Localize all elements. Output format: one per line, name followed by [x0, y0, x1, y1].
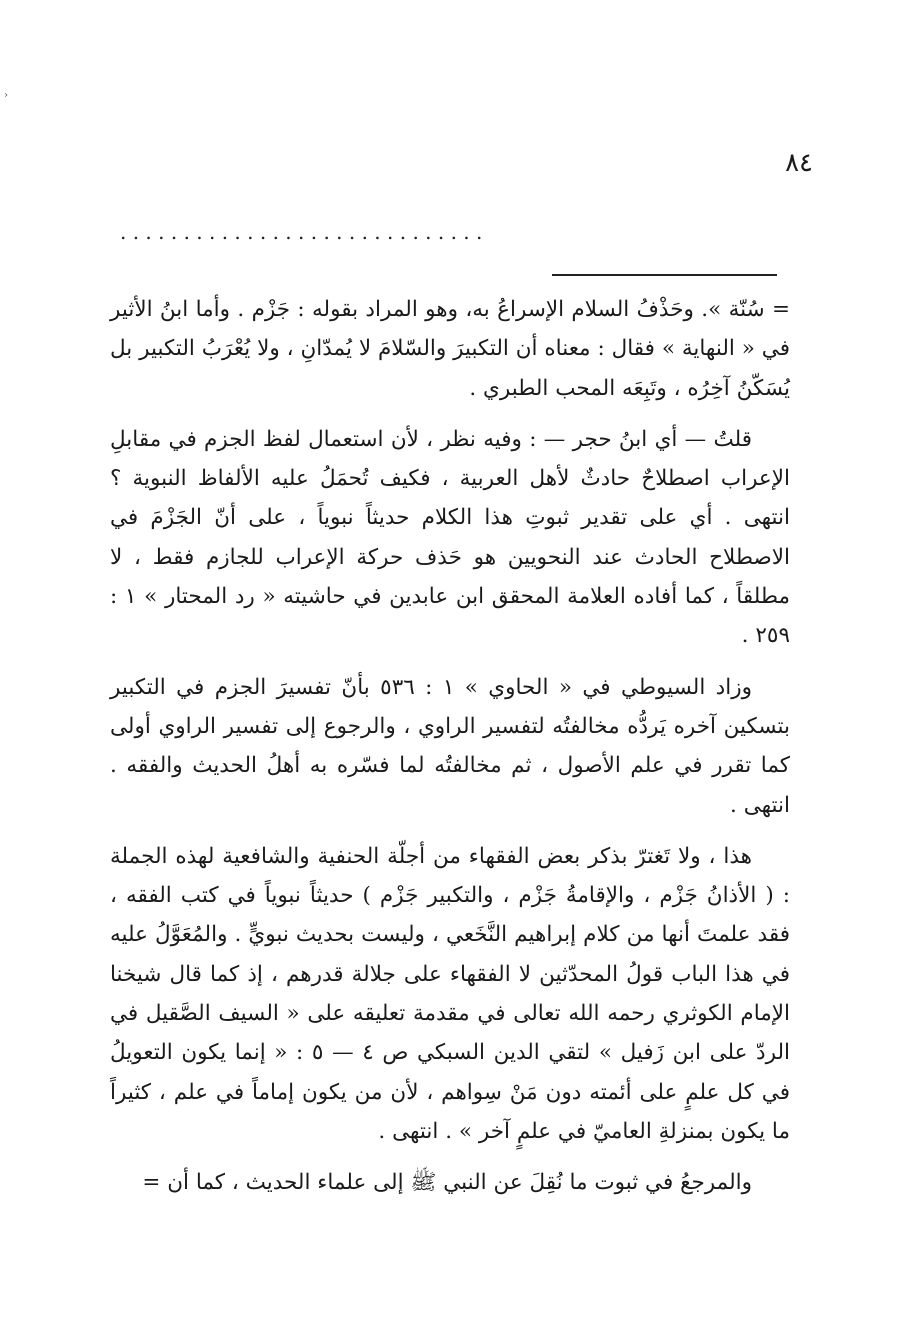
body-text: [110, 290, 790, 1215]
footnote-rule: [552, 274, 777, 276]
page-number: ٨٤: [785, 148, 813, 178]
dotted-separator: . . . . . . . . . . . . . . . . . . . . . . . . . . . . .: [120, 220, 483, 244]
paragraph-3: وزاد السيوطي في « الحاوي » ١ : ٥٣٦ بأنّ تفسيرَ الجزم في التكبير بتسكين آخره يَردُّه مخالفتُه لتفسير الراوي ، والرجوع إلى تفسير الراوي أولى كما تقرر في علم الأصول ، ثم مخالفتُه لما فسّره به أهلُ الحديث والفقه . انتهى .: [110, 674, 790, 818]
paragraph-5: والمرجعُ في ثبوت ما نُقِلَ عن النبي ﷺ إلى علماء الحديث ، كما أن =: [142, 1170, 752, 1196]
paragraph-4: هذا ، ولا تَغترّ بذكر بعض الفقهاء من أجلّة الحنفية والشافعية لهذه الجملة : ( الأذانُ جَزْم ، والإقامةُ جَزْم ، والتكبير جَزْم ) حديثاً نبوياً في كتب الفقه ، فقد علمتَ أنها من كلام إبراهيم النَّخَعي ، وليست بحديث نبويٍّ . والمُعَوَّلُ عليه في هذا الباب قولُ المحدّثين لا الفقهاء على جلالة قدرهم ، إذ كما قال شيخنا الإمام الكوثري رحمه الله تعالى في مقدمة تعليقه على « السيف الصَّقيل في الردّ على ابن زَفيل » لتقي الدين السبكي ص ٤ — ٥ : « إنما يكون التعويلُ في كل علمٍ على أئمته دون مَنْ سِواهم ، لأن من يكون إماماً في علم ، كثيراً ما يكون بمنزلةِ العاميّ في علمٍ آخر » . انتهى .: [110, 843, 791, 1144]
paragraph-2: قلتُ — أي ابنُ حجر — : وفيه نظر ، لأن استعمال لفظ الجزم في مقابلِ الإعراب اصطلاحٌ حادثٌ لأهل العربية ، فكيف تُحمَلُ عليه الألفاظ النبوية ؟ انتهى . أي على تقدير ثبوتِ هذا الكلام حديثاً نبوياً ، على أنّ الجَزْمَ في الاصطلاح الحادث عند النحويين هو حَذف حركة الإعراب للجازم فقط ، لا مطلقاً ، كما أفاده العلامة المحقق ابن عابدين في حاشيته « رد المحتار » ١ : ٢٥٩ .: [110, 426, 790, 649]
margin-mark: ›: [4, 90, 8, 101]
paragraph-1: = سُنّة ». وحَذْفُ السلام الإسراعُ به، وهو المراد بقوله : جَزْم . وأما ابنُ الأثير في « النهاية » فقال : معناه أن التكبيرَ والسّلامَ لا يُمدّانِ ، ولا يُعْرَبُ التكبير بل يُسَكّنُ آخِرُه ، وتَبِعَه المحب الطبري .: [110, 297, 790, 401]
